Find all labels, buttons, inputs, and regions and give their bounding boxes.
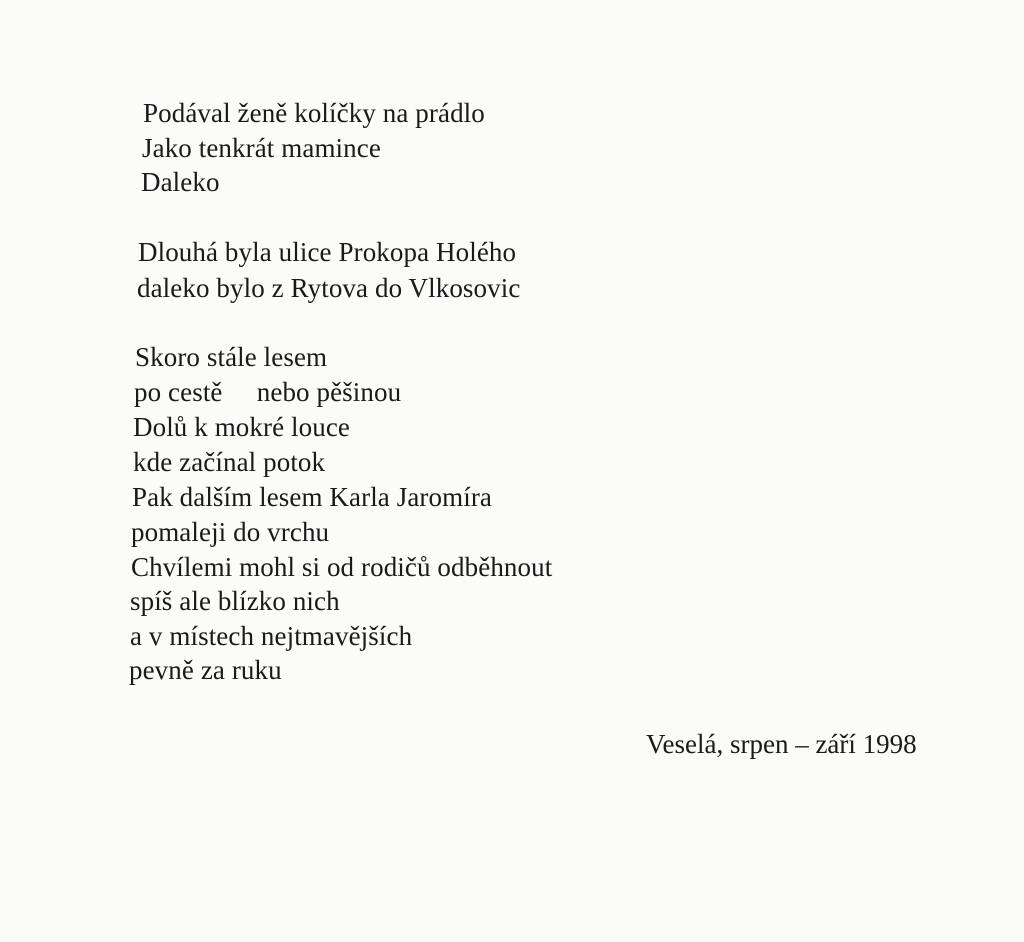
poem-line-s3-4: kde začínal potok bbox=[133, 447, 326, 477]
poem-line-s3-8: spíš ale blízko nich bbox=[130, 586, 340, 616]
poem-line-s3-3: Dolů k mokré louce bbox=[133, 412, 350, 442]
poem-line-s2-1: Dlouhá byla ulice Prokopa Holého bbox=[138, 237, 517, 267]
poem-line-s3-7: Chvílemi mohl si od rodičů odběhnout bbox=[131, 552, 553, 582]
poem-line-s1-1: Podával ženě kolíčky na prádlo bbox=[143, 98, 485, 128]
poem-line-s1-3: Daleko bbox=[141, 167, 220, 197]
poem-line-s3-5: Pak dalším lesem Karla Jaromíra bbox=[132, 482, 492, 512]
place-date-signature: Veselá, srpen – září 1998 bbox=[646, 729, 917, 759]
poem-line-s3-2: po cestě nebo pěšinou bbox=[134, 377, 402, 407]
poem-line-s2-2: daleko bylo z Rytova do Vlkosovic bbox=[137, 273, 521, 303]
poem-line-s3-1: Skoro stále lesem bbox=[135, 342, 328, 372]
poem-line-s1-2: Jako tenkrát mamince bbox=[142, 133, 381, 163]
poem-line-s3-10: pevně za ruku bbox=[129, 655, 282, 685]
poem-line-s3-6: pomaleji do vrchu bbox=[131, 517, 330, 547]
poem-line-s3-9: a v místech nejtmavějších bbox=[130, 621, 413, 651]
